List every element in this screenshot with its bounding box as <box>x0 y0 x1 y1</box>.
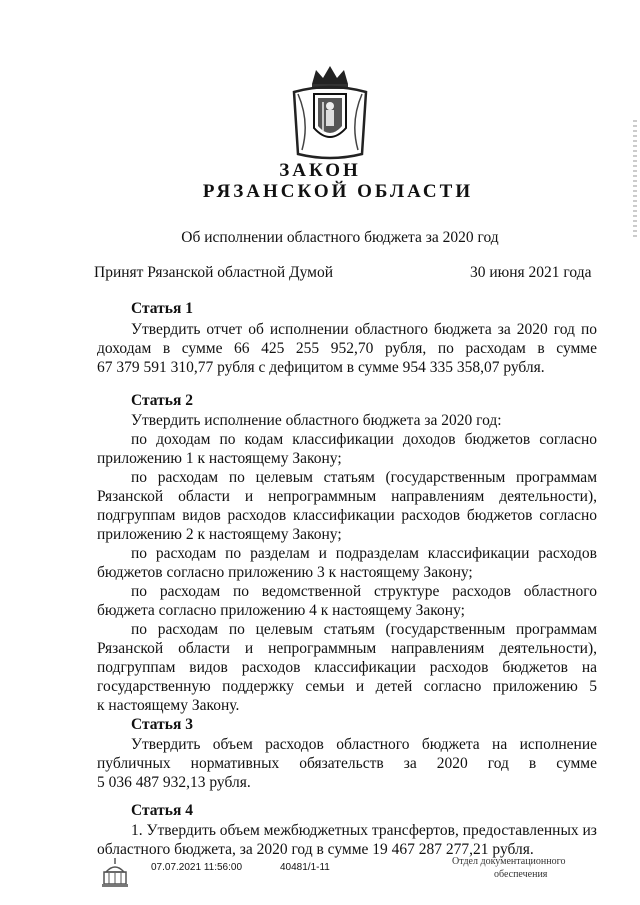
article-line: 5 036 487 932,13 рубля. <box>97 774 251 791</box>
article-line: подгруппам видов расходов классификации расходов бюджетов согласно <box>97 507 597 524</box>
article-line: Утвердить отчет об исполнении областного бюджета за 2020 год по <box>131 321 597 338</box>
article-line: по доходам по кодам классификации доходов бюджетов согласно <box>131 431 597 448</box>
article-1-heading: Статья 1 <box>131 300 193 317</box>
article-line: 1. Утвердить объем межбюджетных трансфертов, предоставленных из <box>131 822 597 839</box>
article-line: по расходам по целевым статьям (государственным программам <box>131 469 597 486</box>
article-line: публичных нормативных обязательств за 2020 год в сумме <box>97 755 597 772</box>
article-line: Утвердить исполнение областного бюджета за 2020 год: <box>131 412 502 429</box>
duma-building-icon <box>100 856 130 892</box>
scan-edge-mark <box>633 120 637 240</box>
article-line: приложению 2 к настоящему Закону; <box>97 526 342 543</box>
coat-of-arms-icon <box>290 62 370 162</box>
article-line: доходам в сумме 66 425 255 952,70 рубля, по расходам в сумме <box>97 340 597 357</box>
article-line: Утвердить объем расходов областного бюджета на исполнение <box>131 736 597 753</box>
adopted-by: Принят Рязанской областной Думой <box>94 264 334 281</box>
article-line: бюджета согласно приложению 4 к настоящему Закону; <box>97 602 465 619</box>
article-line: 67 379 591 310,77 рубля с дефицитом в сумме 954 335 358,07 рубля. <box>97 359 545 376</box>
law-title-line1: ЗАКОН <box>279 160 361 181</box>
footer-doc-number: 40481/1-11 <box>280 862 330 873</box>
article-line: приложению 1 к настоящему Закону; <box>97 450 342 467</box>
footer-timestamp: 07.07.2021 11:56:00 <box>151 862 243 873</box>
article-4-heading: Статья 4 <box>131 802 193 819</box>
law-title-line2: РЯЗАНСКОЙ ОБЛАСТИ <box>202 181 474 202</box>
article-2-heading: Статья 2 <box>131 392 193 409</box>
article-line: к настоящему Закону. <box>97 697 240 714</box>
stamp-line2: обеспечения <box>494 869 548 880</box>
adopted-date: 30 июня 2021 года <box>470 264 592 281</box>
article-line: государственную поддержку семьи и детей согласно приложению 5 <box>97 678 597 695</box>
article-line: по расходам по ведомственной структуре расходов областного <box>131 583 597 600</box>
article-line: по расходам по разделам и подразделам классификации расходов <box>131 545 597 562</box>
article-line: подгруппам видов расходов классификации расходов бюджетов на <box>97 659 597 676</box>
article-3-heading: Статья 3 <box>131 716 193 733</box>
article-line: по расходам по целевым статьям (государственным программам <box>131 621 597 638</box>
article-line: Рязанской области и непрограммным направлениям деятельности), <box>97 640 597 657</box>
stamp-line1: Отдел документационного <box>452 856 566 867</box>
article-line: областного бюджета, за 2020 год в сумме 19 467 287 277,21 рубля. <box>97 841 534 858</box>
document-title: Об исполнении областного бюджета за 2020 год <box>181 229 499 246</box>
article-line: бюджетов согласно приложению 3 к настоящему Закону; <box>97 564 473 581</box>
article-line: Рязанской области и непрограммным направлениям деятельности), <box>97 488 597 505</box>
